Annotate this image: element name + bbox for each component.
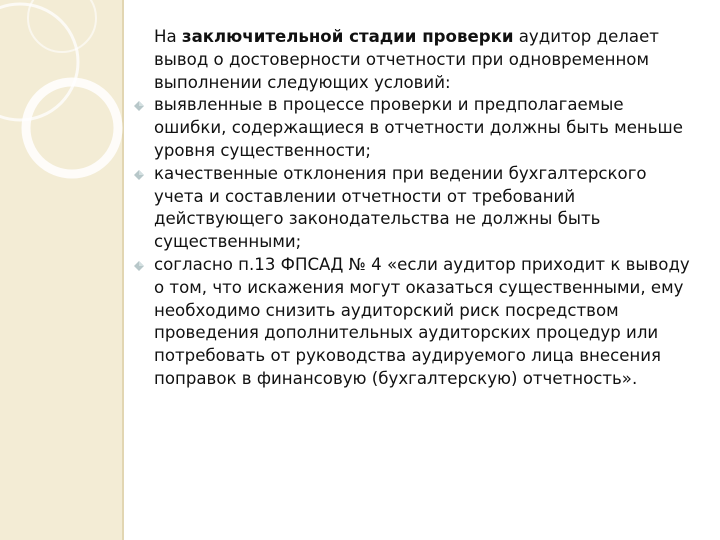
intro-bold-phrase: заключительной стадии проверки — [181, 27, 514, 46]
slide-body — [134, 26, 694, 391]
bullet-icon — [134, 101, 144, 111]
bullet-item — [134, 163, 694, 254]
intro-prefix: На — [154, 27, 182, 46]
bullet-item — [134, 254, 694, 391]
bullet-icon — [134, 261, 144, 271]
intro-suffix: аудитор делает вывод о достоверности отчетности при одновременном выполнении следующих условий: — [154, 27, 659, 92]
bullet-text: согласно п.13 ФПСАД № 4 «если аудитор приходит к выводу о том, что искажения могут оказаться существенными, ему необходимо снизить аудиторский риск посредством проведения дополнительных аудиторских процедур или потребовать от руководства аудируемого лица внесения поправок в финансовую (бухгалтерскую) отчетность». — [154, 254, 690, 388]
bullet-text: выявленные в процессе проверки и предполагаемые ошибки, содержащиеся в отчетности должны быть меньше уровня существенности; — [154, 95, 683, 160]
intro-paragraph — [134, 26, 694, 94]
bullet-text: качественные отклонения при ведении бухгалтерского учета и составлении отчетности от требований действующего законодательства не должны быть существенными; — [154, 163, 647, 252]
bullet-item — [134, 94, 694, 162]
bullet-icon — [134, 170, 144, 180]
